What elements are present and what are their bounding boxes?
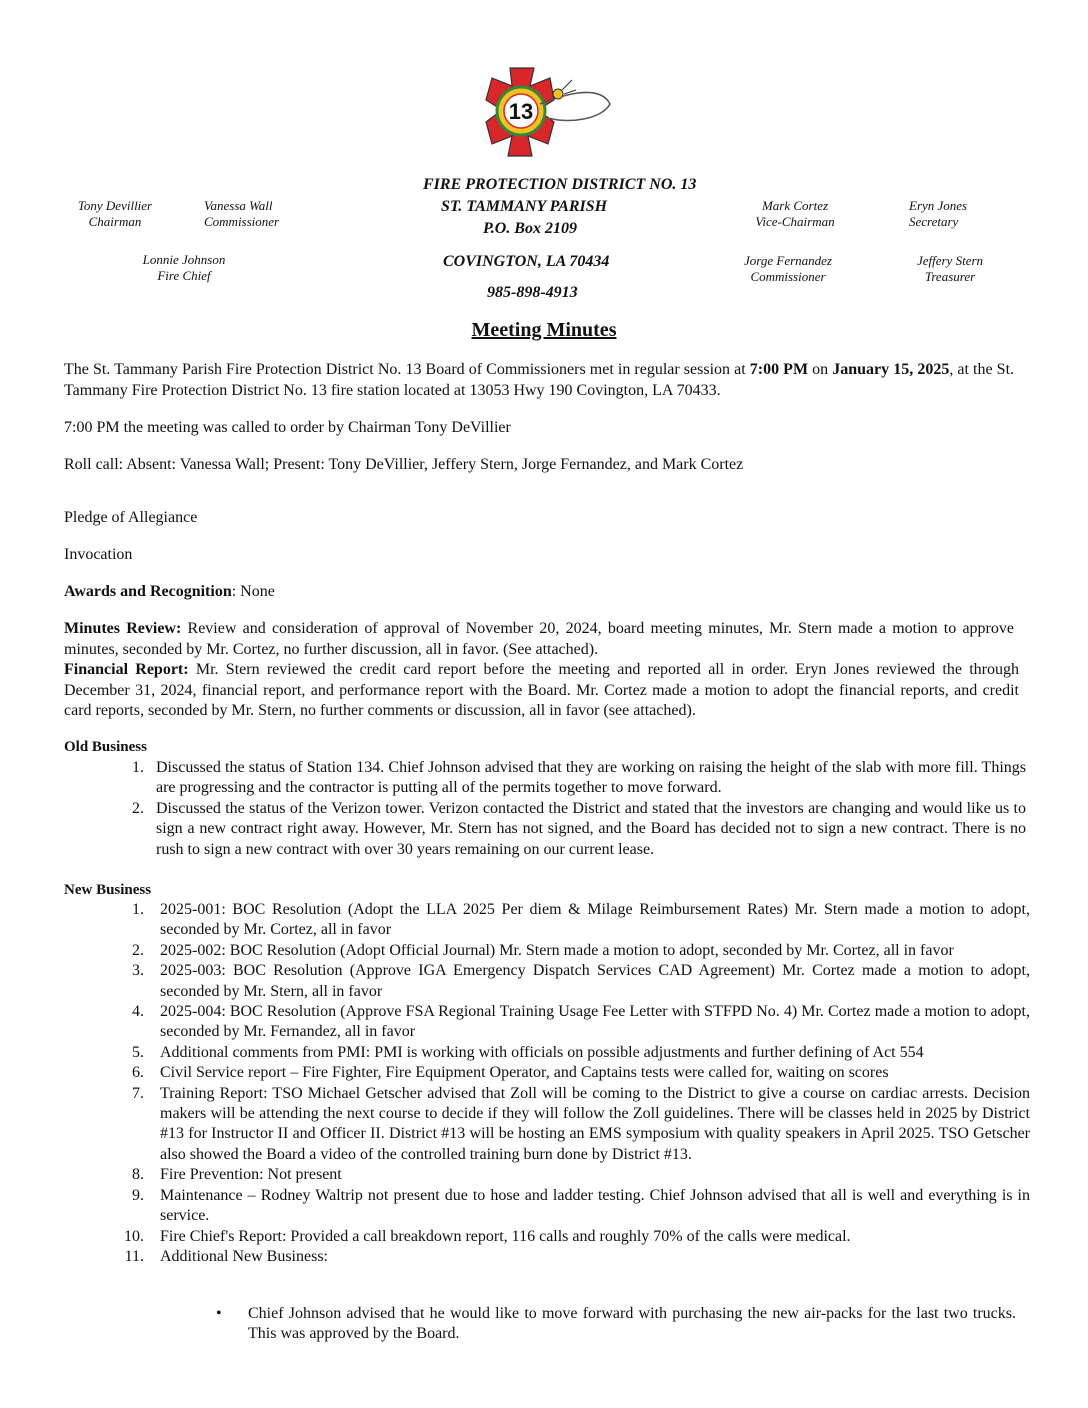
list-item: 11. Additional New Business: — [124, 1247, 328, 1265]
maltese-cross-logo-icon — [470, 64, 620, 160]
official-name: Lonnie Johnson — [142, 252, 226, 267]
city-address: COVINGTON, LA 70434 — [443, 253, 610, 270]
official-chairman — [60, 198, 170, 230]
minutes-review: Minutes Review: Review and consideration of approval of November 20, 2024, board meeting minutes, Mr. Stern made a motion to approve minutes, seconded by Mr. Cortez, no further discussion, all in favor. (See attached). — [64, 620, 1014, 658]
list-item: 10. Fire Chief's Report: Provided a call breakdown report, 116 calls and roughly 70% of the calls were medical. — [124, 1227, 851, 1245]
official-name: Vanessa Wall — [204, 198, 273, 213]
financial-report: Financial Report: Mr. Stern reviewed the credit card report before the meeting and reported all in order. Eryn Jones reviewed the through December 31, 2024, financial report, and performance report with the Board. Mr. Cortez made a motion to adopt the financial reports, and credit card reports, seconded by Mr. Stern, no further comments or discussion, all in favor (see attached). — [64, 661, 1019, 719]
bullet-icon: • — [216, 1305, 222, 1322]
org-name-line1: FIRE PROTECTION DISTRICT NO. 13 — [423, 176, 697, 193]
new-business-heading: New Business — [64, 882, 152, 898]
official-fire-chief — [128, 252, 240, 284]
new-business-list — [120, 900, 1030, 1267]
old-business-heading: Old Business — [64, 739, 147, 755]
additional-business-bullet — [216, 1304, 1016, 1345]
org-name-line2: ST. TAMMANY PARISH — [441, 198, 608, 215]
list-item: 2. 2025-002: BOC Resolution (Adopt Official Journal) Mr. Stern made a motion to adopt, seconded by Mr. Cortez, all in favor — [132, 941, 954, 959]
official-role: Commissioner — [204, 214, 280, 229]
bullet-text: Chief Johnson advised that he would like to move forward with purchasing the new air-packs for the last two trucks. This was approved by the Board. — [248, 1305, 1016, 1343]
list-item: 3. 2025-003: BOC Resolution (Approve IGA Emergency Dispatch Services CAD Agreement) Mr. Cortez made a motion to adopt, seconded by Mr. Stern, all in favor — [132, 962, 1030, 1000]
list-item: 9. Maintenance – Rodney Waltrip not present due to hose and ladder testing. Chief Johnson advised that all is well and everything is in service. — [132, 1186, 1030, 1225]
official-role: Chairman — [88, 214, 142, 229]
roll-call: Roll call: Absent: Vanessa Wall; Present: Tony DeVillier, Jeffery Stern, Jorge Fernandez, and Mark Cortez — [64, 456, 744, 473]
list-item: 8. Fire Prevention: Not present — [132, 1166, 342, 1184]
official-name: Jeffery Stern — [916, 253, 984, 268]
invocation: Invocation — [64, 546, 133, 563]
page-title: Meeting Minutes — [471, 319, 617, 341]
official-role: Treasurer — [924, 269, 976, 284]
official-name: Tony Devillier — [77, 198, 153, 213]
pledge: Pledge of Allegiance — [64, 509, 198, 526]
logo-number: 13 — [508, 99, 534, 124]
official-secretary — [909, 198, 999, 230]
list-item: 4. 2025-004: BOC Resolution (Approve FSA Regional Training Usage Fee Letter with STFPD No. 4) Mr. Cortez made a motion to adopt, seconded by Mr. Fernandez, all in favor — [132, 1003, 1030, 1041]
list-item: 1. 2025-001: BOC Resolution (Adopt the LLA 2025 Per diem & Milage Reimbursement Rates) Mr. Stern made a motion to adopt, seconded by Mr. Cortez, all in favor — [132, 901, 1030, 939]
list-item: 5. Additional comments from PMI: PMI is working with officials on possible adjustments and further defining of Act 554 — [132, 1043, 924, 1061]
list-item: 1. Discussed the status of Station 134. Chief Johnson advised that they are working on raising the height of the slab with more fill. Things are progressing and the contractor is putting all of the permits together to move forward. — [132, 759, 1026, 797]
official-name: Jorge Fernandez — [744, 253, 832, 268]
call-to-order: 7:00 PM the meeting was called to order by Chairman Tony DeVillier — [64, 419, 511, 436]
list-item: 6. Civil Service report – Fire Fighter, Fire Equipment Operator, and Captains tests were called for, waiting on scores — [132, 1064, 889, 1082]
awards: Awards and Recognition: None — [64, 583, 275, 600]
official-commissioner-fernandez — [726, 253, 850, 285]
intro-paragraph: The St. Tammany Parish Fire Protection District No. 13 Board of Commissioners met in regular session at 7:00 PM on January 15, 2025, at the St. Tammany Fire Protection District No. 13 fire station located at 13053 Hwy 190 Covington, LA 70433. — [64, 361, 1015, 399]
official-role: Secretary — [909, 214, 959, 229]
old-business-list — [120, 758, 1026, 860]
official-treasurer — [900, 253, 1000, 285]
phone-number: 985-898-4913 — [487, 284, 578, 301]
official-name: Eryn Jones — [909, 198, 968, 213]
official-role: Fire Chief — [157, 268, 211, 283]
po-box: P.O. Box 2109 — [483, 220, 577, 237]
official-role: Commissioner — [750, 269, 826, 284]
district-logo — [470, 64, 620, 160]
official-role: Vice-Chairman — [755, 214, 835, 229]
list-item: 7. Training Report: TSO Michael Getscher advised that Zoll will be coming to the District to give a course on cardiac arrests. Decision makers will be attending the next course to decide if they will follow the Zoll guidelines. There will be classes held in 2025 by District #13 for Instructor II and Officer II. District #13 will be hosting an EMS symposium with quality speakers in April 2025. TSO Getscher also showed the Board a video of the controlled training burn done by District #13. — [132, 1084, 1030, 1163]
official-name: Mark Cortez — [761, 198, 829, 213]
official-vice-chairman — [740, 198, 850, 230]
official-commissioner-wall — [204, 198, 298, 230]
list-item: 2. Discussed the status of the Verizon tower. Verizon contacted the District and stated that the investors are changing and would like us to sign a new contract right away. However, Mr. Stern has not signed, and the Board has decided not to sign a new contract. There is no rush to sign a new contract with over 30 years remaining on our current lease. — [132, 799, 1026, 858]
